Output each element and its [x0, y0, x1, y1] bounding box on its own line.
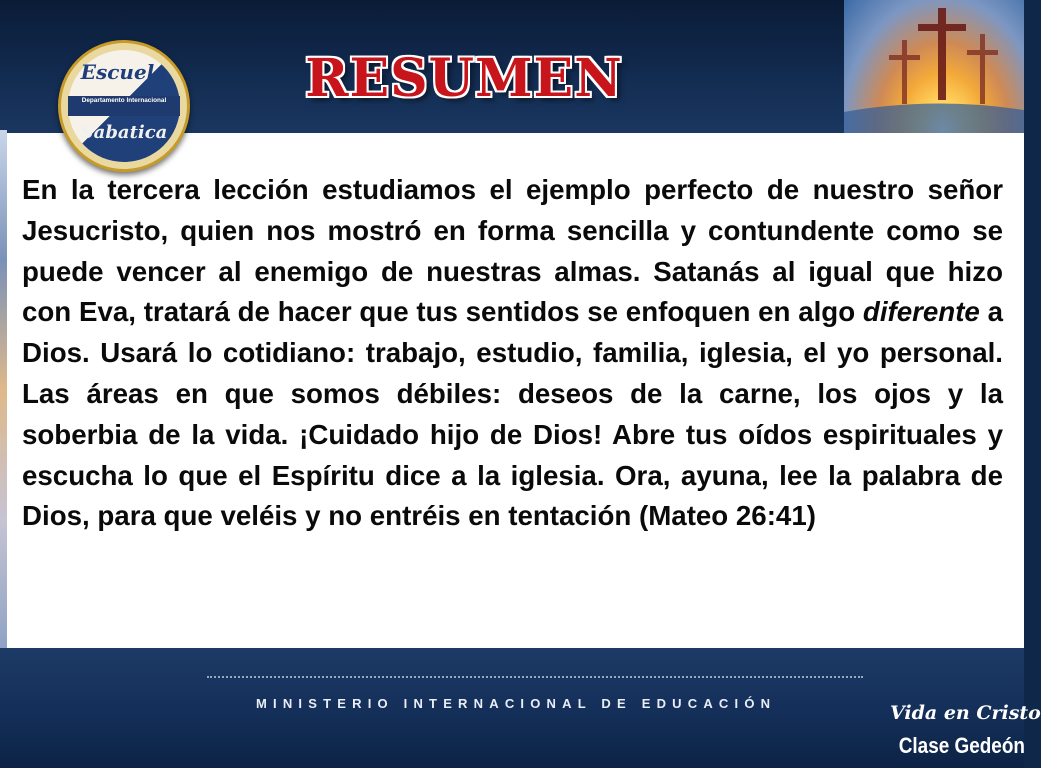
- escuela-sabatica-logo: [58, 40, 190, 172]
- ministry-name: MINISTERIO INTERNACIONAL DE EDUCACIÓN: [256, 696, 777, 711]
- logo-top-text: Escuela: [80, 60, 168, 84]
- logo-band: [68, 96, 180, 116]
- left-decorative-stripe: [0, 130, 7, 650]
- summary-paragraph: [22, 170, 1003, 537]
- footer-dotted-line: [207, 676, 863, 678]
- logo-band-line1: Departamento Internacional: [81, 97, 167, 104]
- logo-bottom-text: Sabatica: [80, 122, 168, 143]
- slide-title: RESUMEN: [305, 48, 623, 109]
- summary-emphasis: diferente: [862, 296, 980, 328]
- crosses-sunset-icon: [844, 0, 1024, 133]
- brand-vida-en-cristo: Vida en Cristo: [890, 702, 1041, 724]
- summary-text-part1: En la tercera lección estudiamos el ejemplo perfecto de nuestro señor Jesucristo, quien nos mostró en forma sencilla y contundente como se puede vencer al enemigo de nuestras almas. Satanás al igual que hizo con Eva, tratará de hacer que tus sentidos se enfoquen en algo: [22, 174, 1003, 328]
- summary-text-part2: a Dios. Usará lo cotidiano: trabajo, estudio, familia, iglesia, el yo personal. Las áreas en que somos débiles: deseos de la carne, los ojos y la soberbia de la vida. ¡Cuidado hijo de Dios! Abre tus oídos espirituales y escucha lo que el Espíritu dice a la iglesia. Ora, ayuna, lee la palabra de Dios, para que veléis y no entréis en tentación (Mateo 26:41): [22, 296, 1004, 532]
- brand-clase-gedeon: Clase Gedeón: [898, 733, 1025, 758]
- logo-emblem: [68, 50, 180, 162]
